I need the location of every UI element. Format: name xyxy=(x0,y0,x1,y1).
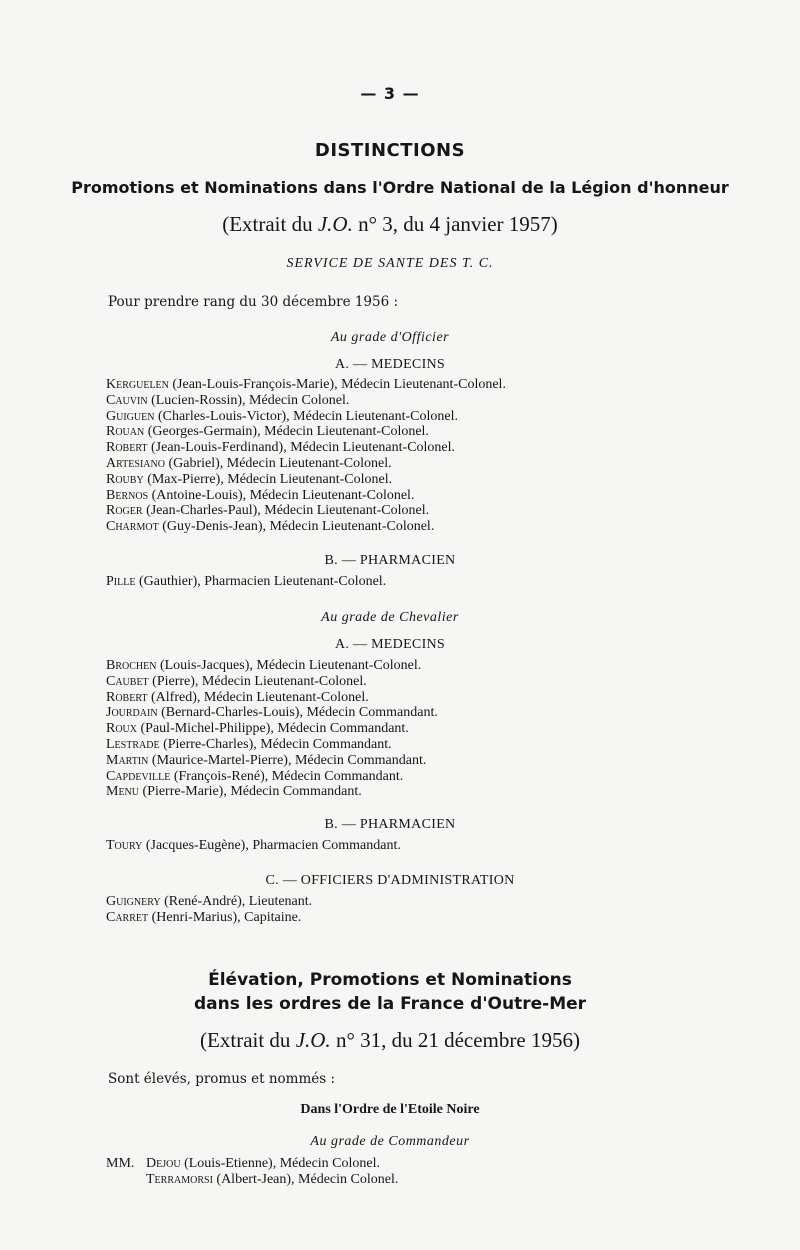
person-details: (Pierre), Médecin Lieutenant-Colonel. xyxy=(148,673,367,689)
grade-chevalier-heading: Au grade de Chevalier xyxy=(321,610,459,625)
surname: Terramorsi xyxy=(146,1172,213,1187)
person-details: (René-André), Lieutenant. xyxy=(160,894,313,909)
category-medecins-heading: A. — MEDECINS xyxy=(334,637,446,652)
surname: Martin xyxy=(106,752,149,768)
person-details: (Max-Pierre), Médecin Lieutenant-Colonel. xyxy=(143,471,393,487)
surname: Rouan xyxy=(106,424,145,440)
extract-prefix: (Extrait du xyxy=(200,1028,296,1052)
person-details: (Georges-Germain), Médecin Lieutenant-Colonel. xyxy=(144,424,429,440)
list-item xyxy=(106,440,506,456)
rank-date-intro: Pour prendre rang du 30 décembre 1956 : xyxy=(108,294,399,310)
chevalier-admin-list xyxy=(106,894,312,926)
surname: Bernos xyxy=(106,487,149,503)
journal-officiel-abbrev: J.O. xyxy=(317,212,353,236)
list-item xyxy=(106,409,506,425)
person-details: (Henri-Marius), Capitaine. xyxy=(148,909,302,925)
list-item xyxy=(106,393,506,409)
surname: Brochen xyxy=(106,658,157,673)
list-item xyxy=(106,488,506,504)
list-item xyxy=(106,705,438,721)
surname: Caubet xyxy=(106,673,149,689)
surname: Pille xyxy=(106,574,136,589)
person-details: (Guy-Denis-Jean), Médecin Lieutenant-Colonel. xyxy=(158,519,435,535)
list-item xyxy=(106,753,438,769)
surname: Toury xyxy=(106,838,143,853)
extract-suffix: n° 3, du 4 janvier 1957) xyxy=(352,212,558,236)
person-details: (Maurice-Martel-Pierre), Médecin Commandant. xyxy=(148,752,427,768)
officer-pharmaciens-list xyxy=(106,574,386,590)
surname: Robert xyxy=(106,689,148,705)
order-heading: Dans l'Ordre de l'Etoile Noire xyxy=(300,1102,480,1117)
category-pharmacien-heading: B. — PHARMACIEN xyxy=(324,553,456,568)
list-item xyxy=(106,1172,398,1188)
surname: Cauvin xyxy=(106,392,148,408)
person-details: (Lucien-Rossin), Médecin Colonel. xyxy=(147,392,350,408)
extract-reference-2 xyxy=(0,1028,780,1053)
person-details: (Louis-Etienne), Médecin Colonel. xyxy=(180,1156,381,1171)
surname: Capdeville xyxy=(106,768,171,784)
person-details: (Louis-Jacques), Médecin Lieutenant-Colonel. xyxy=(156,658,422,673)
page-title: DISTINCTIONS xyxy=(314,140,466,161)
list-item xyxy=(106,503,506,519)
extract-reference xyxy=(0,212,780,237)
category-admin-heading: C. — OFFICIERS D'ADMINISTRATION xyxy=(265,873,515,888)
list-item xyxy=(106,658,438,674)
list-item xyxy=(106,737,438,753)
person-details: (Charles-Louis-Victor), Médecin Lieutenant-Colonel. xyxy=(154,408,459,424)
commandeur-list xyxy=(106,1156,398,1188)
list-item xyxy=(106,456,506,472)
list-item xyxy=(106,838,401,854)
person-details: (Gauthier), Pharmacien Lieutenant-Colonel. xyxy=(135,574,387,589)
grade-officer-heading: Au grade d'Officier xyxy=(330,330,450,345)
list-item xyxy=(106,574,386,590)
surname: Artesiano xyxy=(106,455,165,471)
surname: Rouby xyxy=(106,471,144,487)
chevalier-medecins-list xyxy=(106,658,438,800)
person-details: (Alfred), Médecin Lieutenant-Colonel. xyxy=(147,689,369,705)
honorific-label: MM. xyxy=(106,1156,135,1171)
list-item xyxy=(106,784,438,800)
person-details: (Pierre-Marie), Médecin Commandant. xyxy=(139,784,362,800)
person-details: (Gabriel), Médecin Lieutenant-Colonel. xyxy=(164,455,392,471)
section2-intro: Sont élevés, promus et nommés : xyxy=(108,1071,336,1087)
list-item xyxy=(106,910,312,926)
person-details: (Antoine-Louis), Médecin Lieutenant-Colonel. xyxy=(148,487,415,503)
person-details: (François-René), Médecin Commandant. xyxy=(170,768,404,784)
list-item xyxy=(106,690,438,706)
surname: Roux xyxy=(106,721,138,737)
person-details: (Jean-Louis-François-Marie), Médecin Lieutenant-Colonel. xyxy=(168,377,506,392)
extract-suffix: n° 31, du 21 décembre 1956) xyxy=(330,1028,580,1052)
surname: Dejou xyxy=(146,1156,181,1171)
person-details: (Pierre-Charles), Médecin Commandant. xyxy=(159,736,392,752)
service-heading: SERVICE DE SANTE DES T. C. xyxy=(286,256,494,271)
person-details: (Bernard-Charles-Louis), Médecin Commandant. xyxy=(157,705,438,721)
list-item xyxy=(106,894,312,910)
person-details: (Jacques-Eugène), Pharmacien Commandant. xyxy=(142,838,401,853)
surname: Roger xyxy=(106,503,143,519)
list-item xyxy=(106,721,438,737)
person-details: (Jean-Louis-Ferdinand), Médecin Lieutenant-Colonel. xyxy=(147,440,456,456)
section2-title-line2: dans les ordres de la France d'Outre-Mer xyxy=(193,994,587,1014)
list-item xyxy=(106,519,506,535)
surname: Carret xyxy=(106,909,149,925)
person-details: (Albert-Jean), Médecin Colonel. xyxy=(212,1172,399,1187)
surname: Kerguelen xyxy=(106,377,169,392)
list-item xyxy=(106,674,438,690)
list-item xyxy=(106,472,506,488)
surname: Lestrade xyxy=(106,736,160,752)
extract-prefix: (Extrait du xyxy=(222,212,318,236)
category-medecins-heading: A. — MEDECINS xyxy=(334,357,446,372)
list-item xyxy=(106,377,506,393)
surname: Menu xyxy=(106,784,139,800)
surname: Charmot xyxy=(106,519,159,535)
journal-officiel-abbrev: J.O. xyxy=(295,1028,331,1052)
list-item xyxy=(106,769,438,785)
section-subtitle: Promotions et Nominations dans l'Ordre National de la Légion d'honneur xyxy=(71,178,729,197)
list-item xyxy=(106,424,506,440)
chevalier-pharmaciens-list xyxy=(106,838,401,854)
person-details: (Paul-Michel-Philippe), Médecin Commandant. xyxy=(137,721,409,737)
person-details: (Jean-Charles-Paul), Médecin Lieutenant-Colonel. xyxy=(142,503,430,519)
category-pharmacien-heading: B. — PHARMACIEN xyxy=(324,817,456,832)
grade-commandeur-heading: Au grade de Commandeur xyxy=(310,1134,470,1149)
surname: Robert xyxy=(106,440,148,456)
surname: Guiguen xyxy=(106,408,155,424)
page-number: — 3 — xyxy=(360,84,420,103)
surname: Jourdain xyxy=(106,705,158,721)
section2-title-line1: Élévation, Promotions et Nominations xyxy=(208,970,572,990)
officer-medecins-list xyxy=(106,377,506,535)
surname: Guignery xyxy=(106,894,161,909)
list-item xyxy=(106,1156,398,1172)
